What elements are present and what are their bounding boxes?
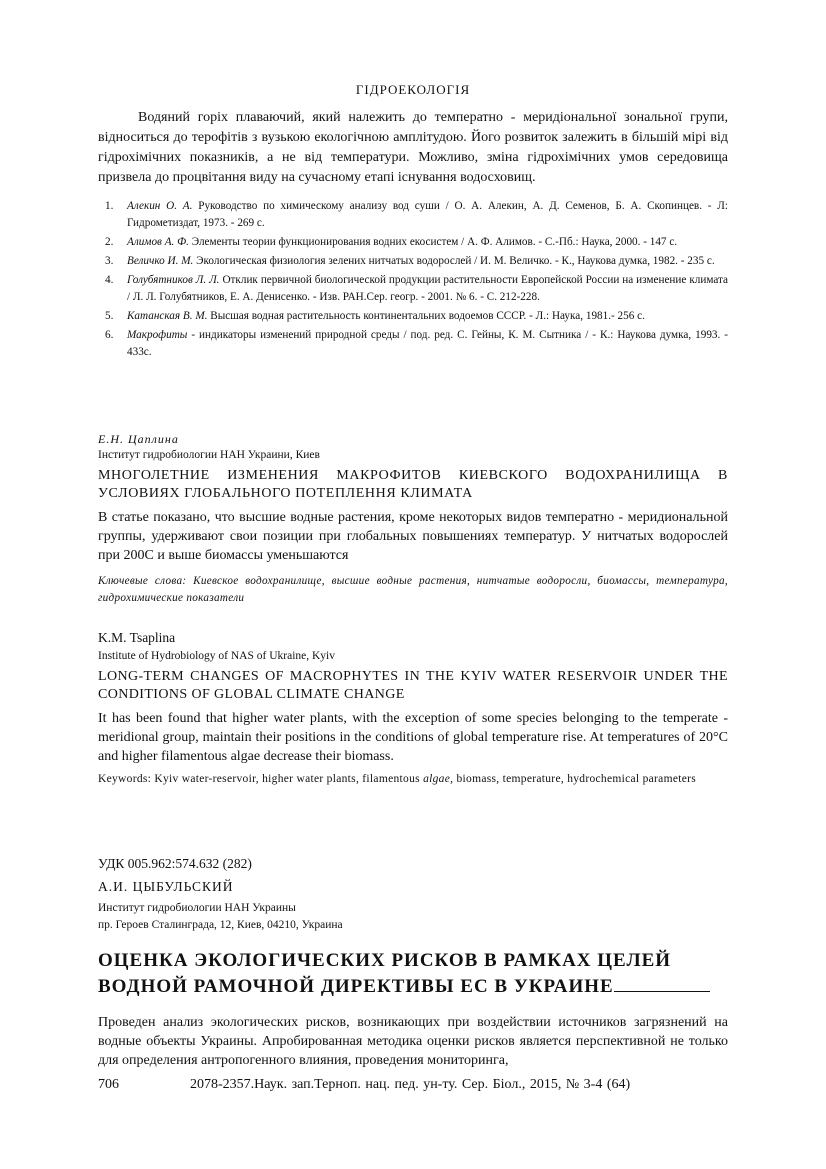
reference-item: 1. Алекин О. А. Руководство по химическому анализу вод суши / О. А. Алекин, А. Д. Семенов, Б. А. Скопинцев. - Л: Гидрометиздат, 1973. - 269 с.: [105, 200, 728, 229]
reference-item: 6. Макрофиты - индикаторы изменений природной среды / под. ред. С. Гейны, К. М. Сытника / - К.: Наукова думка, 1993. - 433с.: [105, 329, 729, 358]
section-header: ГІДРОЕКОЛОГІЯ: [355, 82, 471, 97]
page-number: 706: [98, 1077, 119, 1092]
en-article-title: LONG-TERM CHANGES OF MACROPHYTES IN THE KYIV WATER RESERVOIR UNDER THE CONDITIONS OF GLOBAL CLIMATE CHANGE: [98, 669, 728, 702]
reference-author: Голубятников Л. Л.: [127, 274, 220, 286]
reference-author: Алимов А. Ф.: [127, 236, 189, 248]
ru-article-title: МНОГОЛЕТНИЕ ИЗМЕНЕНИЯ МАКРОФИТОВ КИЕВСКОГО ВОДОХРАНИЛИЩА В УСЛОВИЯХ ГЛОБАЛЬНОГО ПОТЕПЛЕННЯ КЛИМАТА: [98, 468, 728, 501]
ru-keywords: Ключевые слова: Киевское водохранилище, высшие водные растения, нитчатые водоросли, биомассы, температура, гидрохимические показатели: [98, 575, 728, 604]
journal-citation: 2078-2357.Наук. зап.Терноп. нац. пед. ун-ту. Сер. Біол., 2015, № 3-4 (64): [190, 1077, 631, 1092]
reference-author: Величко И. М.: [127, 255, 194, 267]
reference-author: Алекин О. А.: [127, 200, 193, 212]
next-author: А.И. ЦЫБУЛЬСКИЙ: [98, 879, 234, 894]
ru-author: Е.Н. Цаплина: [98, 432, 179, 446]
reference-item: 5. Катанская В. М. Высшая водная растительность континентальних водоемов СССР. - Л.: Наука, 1981.- 256 с.: [105, 310, 645, 322]
reference-item: 3. Величко И. М. Экологическая физиология зелених нитчатых водорослей / И. М. Величко. - К., Наукова думка, 1982. - 235 с.: [105, 255, 715, 267]
reference-author: Макрофиты: [127, 329, 188, 341]
reference-item: 4. Голубятников Л. Л. Отклик первичной биологической продукции растительности Европейской России на изменение климата / Л. Л. Голубятников, Е. А. Денисенко. - Изв. РАН.Сер. геогр. - 2001. № 6. - С. 212-228.: [105, 274, 729, 303]
udc-code: УДК 005.962:574.632 (282): [98, 856, 252, 871]
title-underline: [614, 973, 710, 992]
next-abstract: Проведен анализ экологических рисков, возникающих при воздействии источников загрязнений на водные объекты Украины. Апробированная методика оценки рисков является перспективной не только для определения антропогенного влияния, проведения мониторинга,: [98, 1015, 728, 1068]
en-author: K.M. Tsaplina: [98, 630, 176, 645]
ru-abstract: В статье показано, что высшие водные растения, кроме некоторых видов температно - меридиональной группы, удерживают свои позиции при глобальных повышениях температур. У нитчатых водорослей при 200С и выше биомассы уменьшаются: [98, 510, 728, 563]
reference-author: Катанская В. М.: [127, 310, 208, 322]
en-abstract: It has been found that higher water plants, with the exception of some species belonging to the temperate - meridional group, maintain their positions in the conditions of global temperature rise. At temperatures of 20°C and higher filamentous algae decrease their biomass.: [98, 711, 728, 764]
next-address: пр. Героев Сталинграда, 12, Киев, 04210, Украина: [98, 919, 343, 931]
ru-institute: Інститут гидробиологии НАН Украини, Киев: [98, 449, 320, 461]
reference-list: [105, 198, 728, 363]
en-keywords: Keywords: Kyiv water-reservoir, higher water plants, filamentous algae, biomass, temperature, hydrochemical parameters: [98, 773, 697, 785]
next-institute: Институт гидробиологии НАН Украины: [98, 902, 296, 914]
en-institute: Institute of Hydrobiology of NAS of Ukraine, Kyiv: [98, 650, 335, 662]
next-article-title: ОЦЕНКА ЭКОЛОГИЧЕСКИХ РИСКОВ В РАМКАХ ЦЕЛЕЙ ВОДНОЙ РАМОЧНОЙ ДИРЕКТИВЫ ЕС В УКРАИНЕ: [98, 949, 738, 999]
reference-item: 2. Алимов А. Ф. Элементы теории функционирования водних екосистем / А. Ф. Алимов. - С.-Пб.: Наука, 2000. - 147 с.: [105, 236, 678, 248]
intro-paragraph: Водяний горіх плаваючий, який належить до температно - меридіональної зональної групи, відноситься до терофітів з вузькою екологічною амплітудою. Його розвиток залежить в більшій мірі від гідрохімічних показників, а не від температури. Можливо, зміна гідрохімічних умов середовища призвела до процвітання виду на сучасному етапі існування водосховищ.: [98, 110, 728, 185]
